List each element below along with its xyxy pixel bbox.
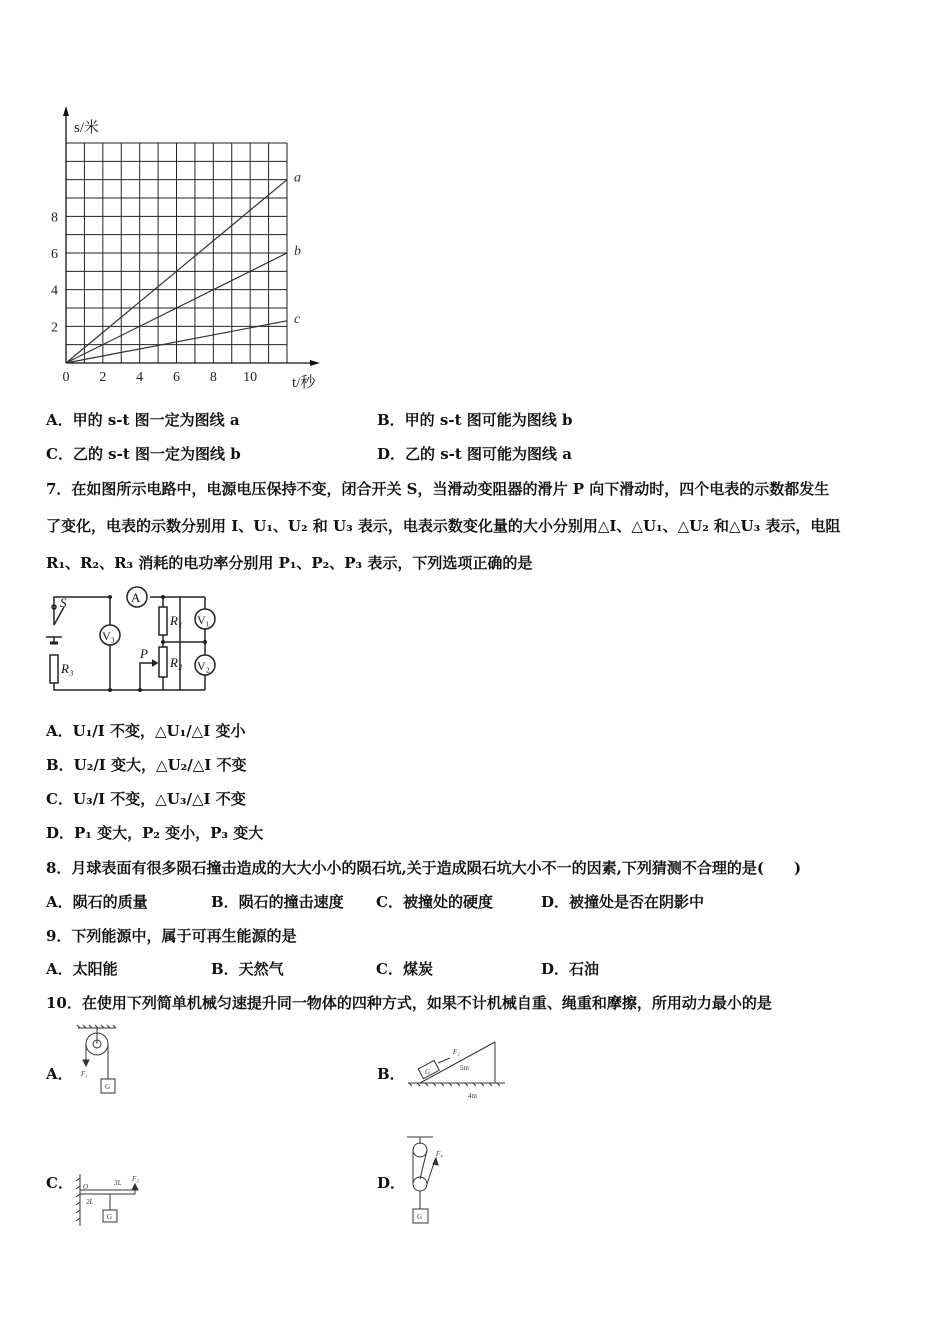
y-axis-arrow	[63, 106, 69, 116]
x-tick-label: 2	[99, 370, 107, 385]
x-axis-arrow	[310, 360, 320, 366]
pulley-block-figure	[403, 1134, 447, 1229]
y-tick-label: 6	[51, 247, 58, 262]
ammeter-label: A	[131, 590, 141, 605]
q9-option-a[interactable]: A．太阳能	[46, 960, 118, 978]
inclined-plane-figure	[400, 1034, 512, 1102]
slope-length-label: 5m	[460, 1064, 469, 1072]
weight-g-label: G	[107, 1213, 113, 1221]
circuit-diagram	[40, 585, 230, 700]
weight-g-label: G	[417, 1213, 423, 1221]
arm-3l-label: 3L	[114, 1179, 122, 1187]
y-tick-label: 4	[51, 283, 58, 299]
base-length-label: 4m	[468, 1092, 477, 1100]
q10-option-a[interactable]: A．	[46, 1065, 73, 1083]
resistor-r2-label: R₂	[170, 655, 183, 670]
x-tick-label: 10	[243, 370, 258, 385]
q6-option-b[interactable]: B．甲的 s-t 图可能为图线 b	[377, 411, 573, 429]
s-t-chart	[30, 100, 340, 400]
x-axis-label: t/秒	[292, 375, 316, 391]
q9-stem: 9．下列能源中，属于可再生能源的是	[46, 927, 297, 945]
fixed-pulley-figure	[74, 1024, 120, 1102]
x-tick-label: 8	[209, 370, 217, 385]
weight-g-label: G	[425, 1068, 431, 1076]
resistor-r1-label: R₁	[170, 613, 183, 628]
q6-option-d[interactable]: D．乙的 s-t 图可能为图线 a	[377, 445, 572, 463]
y-tick-label: 8	[51, 210, 58, 226]
force-f1-label: F₁	[81, 1070, 88, 1078]
q10-stem: 10．在使用下列简单机械匀速提升同一物体的四种方式，如果不计机械自重、绳重和摩擦，所用动力最小的是	[46, 994, 772, 1012]
switch-label: S	[60, 595, 67, 610]
q8-option-c[interactable]: C．被撞处的硬度	[376, 893, 493, 911]
q10-option-d[interactable]: D．	[377, 1174, 406, 1192]
voltmeter-v2-label: V₂	[197, 659, 210, 673]
lever-figure	[74, 1172, 142, 1228]
q7-option-d[interactable]: D．P₁ 变大，P₂ 变小，P₃ 变大	[46, 824, 264, 842]
voltmeter-v3-label: V₃	[102, 629, 115, 643]
x-tick-label: 6	[173, 370, 180, 385]
q9-option-d[interactable]: D．石油	[541, 960, 600, 978]
x-tick-label: 4	[136, 370, 144, 385]
arm-2l-label: 2L	[86, 1198, 94, 1206]
pivot-o-label: O	[83, 1183, 89, 1191]
q8-option-d[interactable]: D．被撞处是否在阴影中	[541, 893, 705, 911]
series-label-b: b	[294, 244, 301, 259]
voltmeter-v1-label: V₁	[197, 613, 210, 627]
q6-option-c[interactable]: C．乙的 s-t 图一定为图线 b	[46, 445, 241, 463]
y-tick-label: 2	[51, 320, 58, 336]
y-axis-label: s/米	[74, 120, 100, 136]
x-tick-label: 0	[62, 370, 70, 385]
q6-option-a[interactable]: A．甲的 s-t 图一定为图线 a	[46, 411, 240, 429]
series-label-a: a	[294, 170, 301, 186]
force-f2-label: F₂	[453, 1048, 460, 1056]
q7-option-c[interactable]: C．U₃/I 不变，△U₃/△I 不变	[46, 790, 246, 808]
q8-option-a[interactable]: A．陨石的质量	[46, 893, 148, 911]
q9-option-c[interactable]: C．煤炭	[376, 960, 433, 978]
weight-g-label: G	[105, 1083, 111, 1091]
q7-option-a[interactable]: A．U₁/I 不变，△U₁/△I 变小	[46, 722, 246, 740]
slider-p-label: P	[140, 646, 148, 661]
q8-option-b[interactable]: B．陨石的撞击速度	[211, 893, 344, 911]
q10-option-c[interactable]: C．	[46, 1174, 73, 1192]
q7-stem-line-3: R₁、R₂、R₃ 消耗的电功率分别用 P₁、P₂、P₃ 表示，下列选项正确的是	[46, 554, 533, 572]
q7-stem-line-1: 7．在如图所示电路中，电源电压保持不变，闭合开关 S，当滑动变阻器的滑片 P 向下滑动时，四个电表的示数都发生	[46, 480, 830, 498]
q7-option-b[interactable]: B．U₂/I 变大，△U₂/△I 不变	[46, 756, 247, 774]
resistor-r3-label: R₃	[61, 661, 74, 676]
series-label-c: c	[294, 311, 301, 327]
force-f4-label: F₄	[436, 1150, 443, 1158]
q9-option-b[interactable]: B．天然气	[211, 960, 284, 978]
q8-stem: 8．月球表面有很多陨石撞击造成的大大小小的陨石坑,关于造成陨石坑大小不一的因素,下列猜测不合理的是( )	[46, 859, 802, 877]
q10-option-b[interactable]: B．	[377, 1065, 405, 1083]
force-f3-label: F₃	[132, 1175, 139, 1183]
q7-stem-line-2: 了变化，电表的示数分别用 I、U₁、U₂ 和 U₃ 表示，电表示数变化量的大小分别用△I、△U₁、△U₂ 和△U₃ 表示，电阻	[46, 517, 841, 535]
